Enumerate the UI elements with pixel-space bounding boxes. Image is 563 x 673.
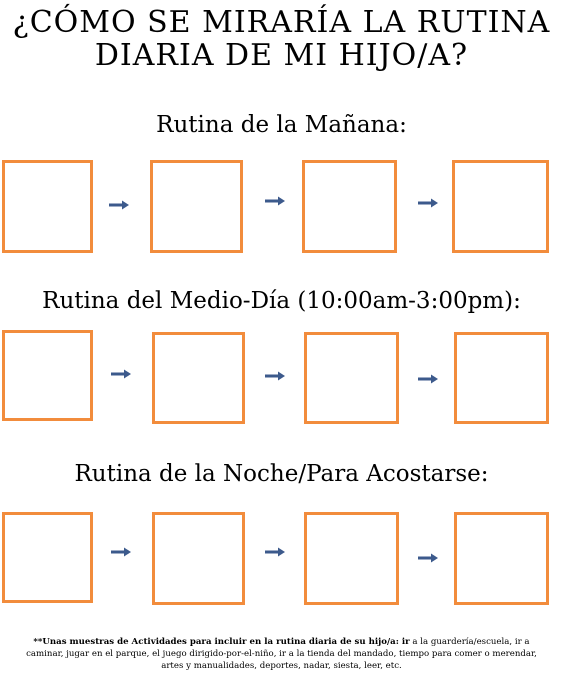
section-heading-morning: Rutina de la Mañana:	[156, 112, 407, 138]
section-heading-midday: Rutina del Medio-Día (10:00am-3:00pm):	[42, 288, 521, 314]
routine-box	[152, 512, 245, 605]
arrow-right-icon	[418, 374, 438, 384]
routine-box	[150, 160, 243, 253]
page-title-line-1: ¿CÓMO SE MIRARÍA LA RUTINA	[12, 5, 551, 40]
arrow-right-icon	[265, 196, 285, 206]
routine-box	[2, 330, 93, 421]
arrow-right-icon	[111, 369, 131, 379]
page-title	[0, 6, 563, 72]
arrow-right-icon	[418, 553, 438, 563]
footnote	[14, 636, 549, 672]
routine-box	[452, 160, 549, 253]
routine-box	[304, 332, 399, 424]
arrow-right-icon	[109, 200, 129, 210]
arrow-right-icon	[265, 371, 285, 381]
section-heading-night: Rutina de la Noche/Para Acostarse:	[74, 461, 489, 487]
routine-box	[454, 332, 549, 424]
routine-box	[2, 512, 93, 603]
arrow-right-icon	[418, 198, 438, 208]
routine-box	[454, 512, 549, 605]
footnote-body: a la guardería/escuela, ir a caminar, jugar en el parque, el juego dirigido-por-el-niño, ir a la tienda del mandado, tiempo para comer o merendar, artes y manualidades, deportes, nadar, siesta, leer, etc.	[26, 637, 537, 671]
arrow-right-icon	[111, 547, 131, 557]
routine-box	[152, 332, 245, 424]
page-title-line-2: DIARIA DE MI HIJO/A?	[94, 38, 469, 73]
arrow-right-icon	[265, 547, 285, 557]
routine-box	[2, 160, 93, 253]
footnote-lead: **Unas muestras de Actividades para incluir en la rutina diaria de su hijo/a: ir	[33, 637, 410, 647]
routine-box	[302, 160, 397, 253]
routine-box	[304, 512, 399, 605]
